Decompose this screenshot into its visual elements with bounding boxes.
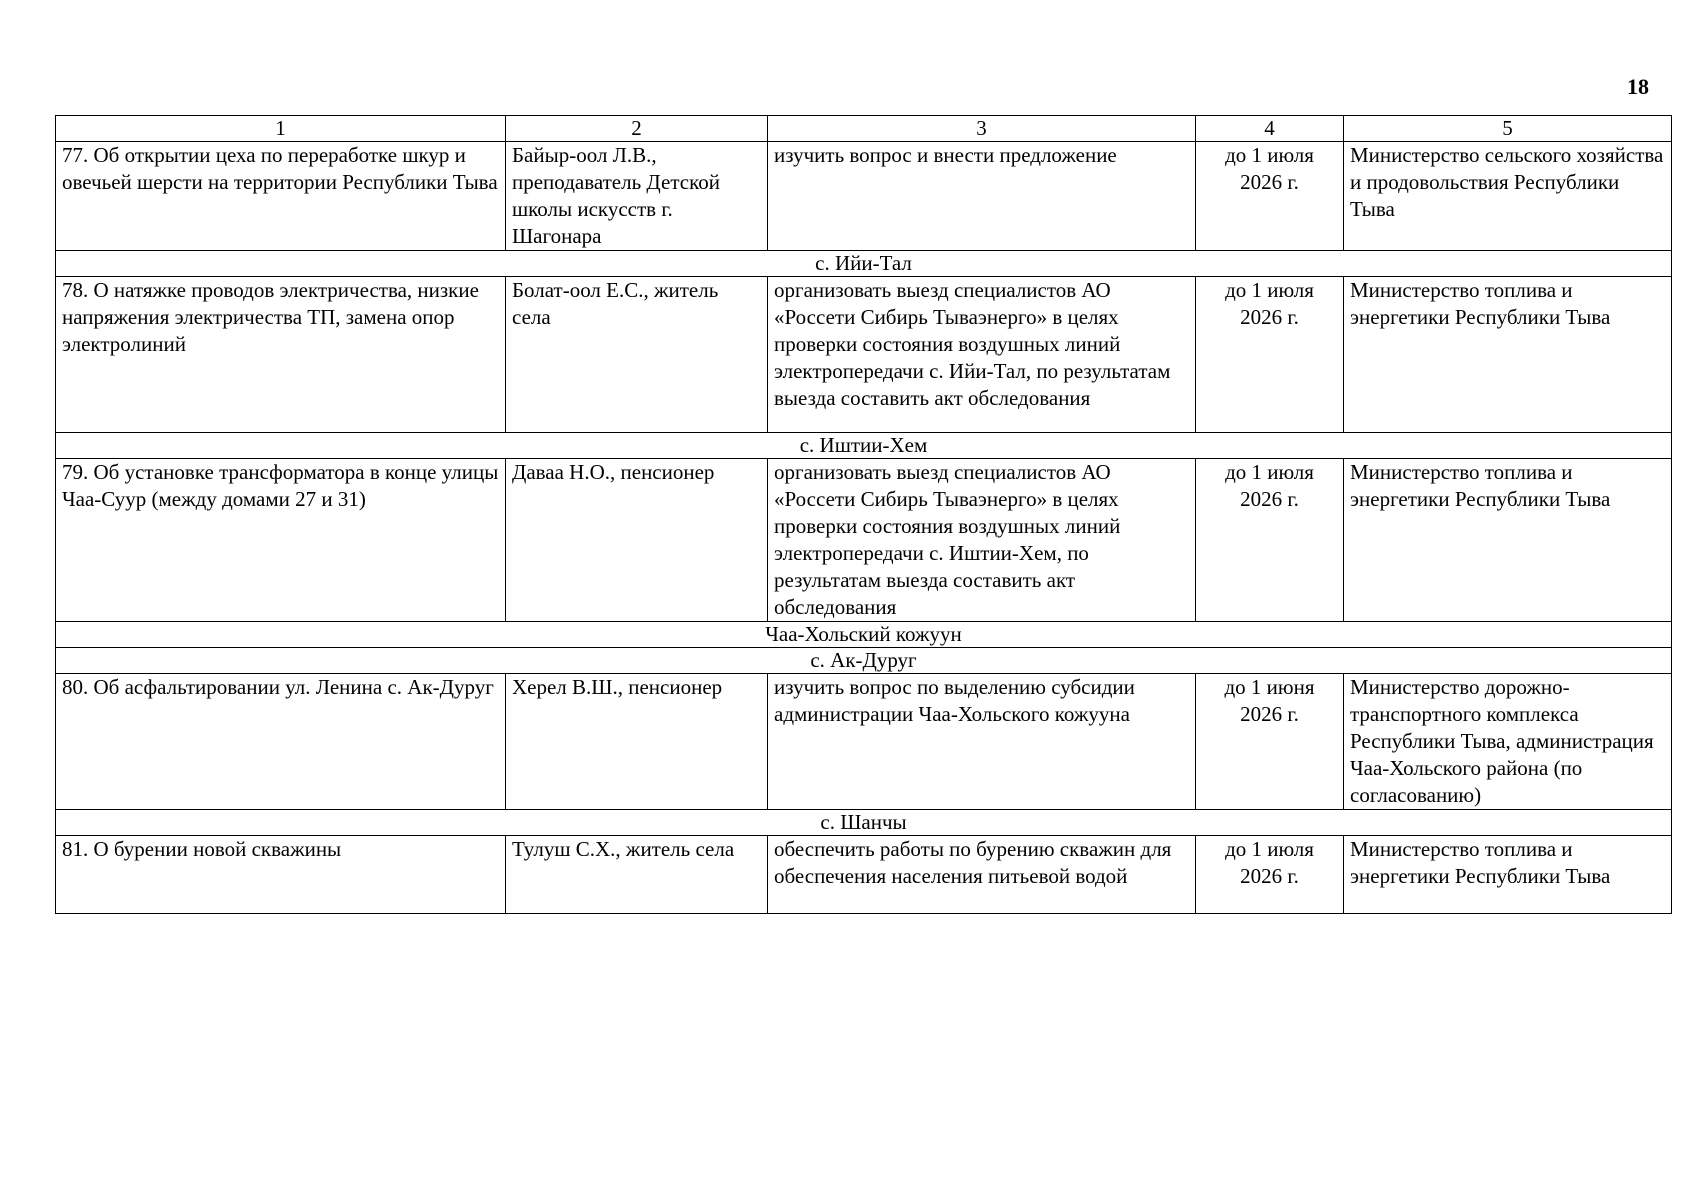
section-row [56,622,1672,648]
applicant-cell: Байыр-оол Л.В., преподаватель Детской школы искусств г. Шагонара [506,142,768,251]
issue-cell: 81. О бурении новой скважины [56,836,506,914]
deadline-cell: до 1 июля 2026 г. [1196,277,1344,433]
responsible-cell: Министерство топлива и энергетики Республики Тыва [1344,277,1672,433]
responsible-cell: Министерство топлива и энергетики Республики Тыва [1344,459,1672,622]
issue-cell: 77. Об открытии цеха по переработке шкур и овечьей шерсти на территории Республики Тыва [56,142,506,251]
applicant-cell: Болат-оол Е.С., житель села [506,277,768,433]
action-cell: организовать выезд специалистов АО «Россети Сибирь Тываэнерго» в целях проверки состояния воздушных линий электропередачи с. Ийи-Тал, по результатам выезда составить акт обследования [768,277,1196,433]
section-row [56,648,1672,674]
section-label: с. Иштии-Хем [56,433,1672,459]
responsible-cell: Министерство дорожно-транспортного комплекса Республики Тыва, администрация Чаа-Хольского района (по согласованию) [1344,674,1672,810]
column-number-3: 3 [768,116,1196,142]
table-row [56,836,1672,914]
column-number-1: 1 [56,116,506,142]
issue-cell: 80. Об асфальтировании ул. Ленина с. Ак-Дуруг [56,674,506,810]
applicant-cell: Даваа Н.О., пенсионер [506,459,768,622]
deadline-cell: до 1 июля 2026 г. [1196,142,1344,251]
column-number-4: 4 [1196,116,1344,142]
deadline-cell: до 1 июля 2026 г. [1196,459,1344,622]
table-row [56,142,1672,251]
schedule-table [55,115,1672,914]
applicant-cell: Херел В.Ш., пенсионер [506,674,768,810]
action-cell: обеспечить работы по бурению скважин для обеспечения населения питьевой водой [768,836,1196,914]
column-number-2: 2 [506,116,768,142]
table-body [56,116,1672,914]
section-row [56,810,1672,836]
deadline-cell: до 1 июня 2026 г. [1196,674,1344,810]
responsible-cell: Министерство топлива и энергетики Республики Тыва [1344,836,1672,914]
section-label: Чаа-Хольский кожуун [56,622,1672,648]
section-row [56,251,1672,277]
table-row [56,459,1672,622]
table-row [56,674,1672,810]
action-cell: организовать выезд специалистов АО «Россети Сибирь Тываэнерго» в целях проверки состояния воздушных линий электропередачи с. Иштии-Хем, по результатам выезда составить акт обследования [768,459,1196,622]
section-row [56,433,1672,459]
action-cell: изучить вопрос и внести предложение [768,142,1196,251]
section-label: с. Шанчы [56,810,1672,836]
issue-cell: 79. Об установке трансформатора в конце улицы Чаа-Суур (между домами 27 и 31) [56,459,506,622]
section-label: с. Ак-Дуруг [56,648,1672,674]
column-number-5: 5 [1344,116,1672,142]
section-label: с. Ийи-Тал [56,251,1672,277]
issue-cell: 78. О натяжке проводов электричества, низкие напряжения электричества ТП, замена опор электролиний [56,277,506,433]
responsible-cell: Министерство сельского хозяйства и продовольствия Республики Тыва [1344,142,1672,251]
applicant-cell: Тулуш С.Х., житель села [506,836,768,914]
column-number-row [56,116,1672,142]
table-row [56,277,1672,433]
deadline-cell: до 1 июля 2026 г. [1196,836,1344,914]
page-number: 18 [1627,74,1649,99]
action-cell: изучить вопрос по выделению субсидии администрации Чаа-Хольского кожууна [768,674,1196,810]
